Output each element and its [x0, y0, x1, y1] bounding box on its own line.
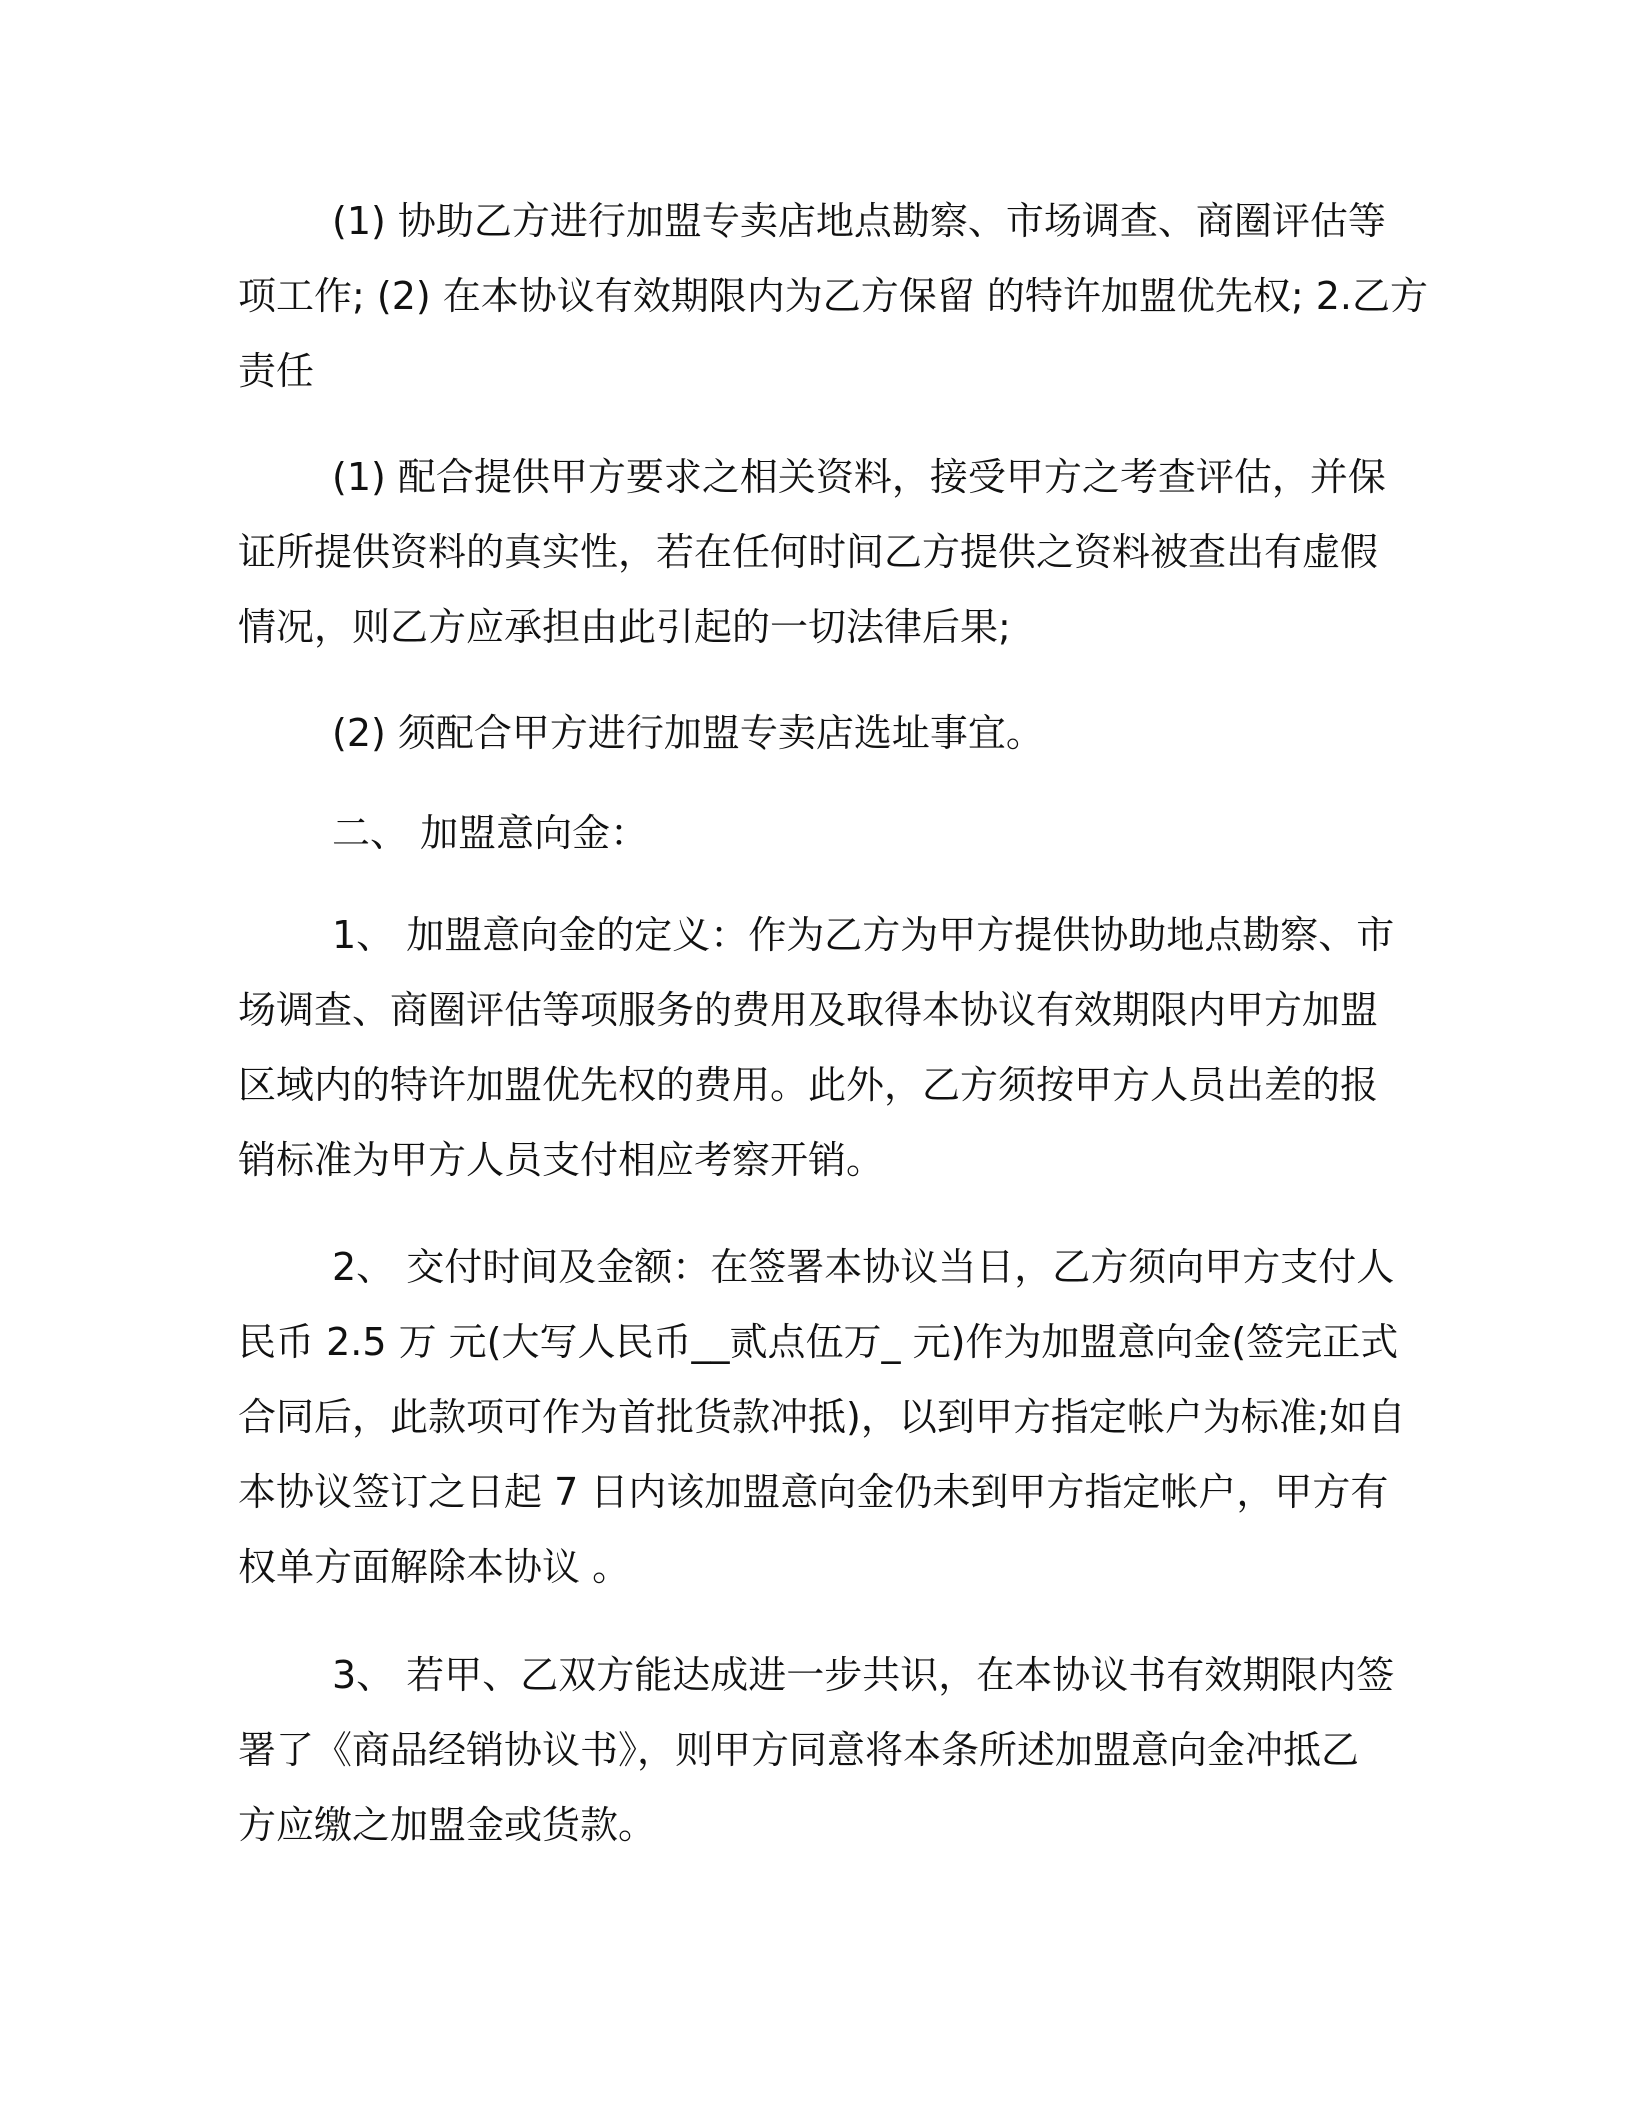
paragraph-5-line-1: 1、 加盟意向金的定义：作为乙方为甲方提供协助地点勘察、市 [332, 913, 1395, 957]
paragraph-7-line-1: 3、 若甲、乙双方能达成进一步共识，在本协议书有效期限内签 [332, 1653, 1395, 1697]
paragraph-5-line-2: 场调查、商圈评估等项服务的费用及取得本协议有效期限内甲方加盟 [238, 988, 1379, 1032]
paragraph-6-line-1: 2、 交付时间及金额：在签署本协议当日，乙方须向甲方支付人 [332, 1245, 1395, 1289]
paragraph-6-line-4: 本协议签订之日起 7 日内该加盟意向金仍未到甲方指定帐户，甲方有 [238, 1470, 1389, 1514]
paragraph-3-line-1: (2) 须配合甲方进行加盟专卖店选址事宜。 [332, 711, 1044, 755]
paragraph-2-line-3: 情况，则乙方应承担由此引起的一切法律后果; [238, 605, 1011, 649]
section-heading: 二、 加盟意向金： [332, 811, 649, 855]
paragraph-1-line-2: 项工作; (2) 在本协议有效期限内为乙方保留 的特许加盟优先权; 2.乙方 [238, 274, 1429, 318]
paragraph-5-line-3: 区域内的特许加盟优先权的费用。此外，乙方须按甲方人员出差的报 [238, 1063, 1379, 1107]
paragraph-2-line-1: (1) 配合提供甲方要求之相关资料，接受甲方之考查评估，并保 [332, 455, 1386, 499]
paragraph-1-line-1: (1) 协助乙方进行加盟专卖店地点勘察、市场调查、商圈评估等 [332, 199, 1386, 243]
paragraph-6-line-3: 合同后，此款项可作为首批货款冲抵)，以到甲方指定帐户为标准;如自 [238, 1395, 1406, 1439]
paragraph-1-line-3: 责任 [238, 349, 315, 393]
paragraph-7-line-2: 署了《商品经销协议书》，则甲方同意将本条所述加盟意向金冲抵乙 [238, 1728, 1360, 1772]
paragraph-2-line-2: 证所提供资料的真实性，若在任何时间乙方提供之资料被查出有虚假 [238, 530, 1379, 574]
paragraph-5-line-4: 销标准为甲方人员支付相应考察开销。 [238, 1138, 885, 1182]
paragraph-6-line-2: 民币 2.5 万 元(大写人民币__贰点伍万_ 元)作为加盟意向金(签完正式 [238, 1320, 1399, 1364]
paragraph-7-line-3: 方应缴之加盟金或货款。 [238, 1803, 657, 1847]
paragraph-6-line-5: 权单方面解除本协议 。 [238, 1545, 631, 1589]
